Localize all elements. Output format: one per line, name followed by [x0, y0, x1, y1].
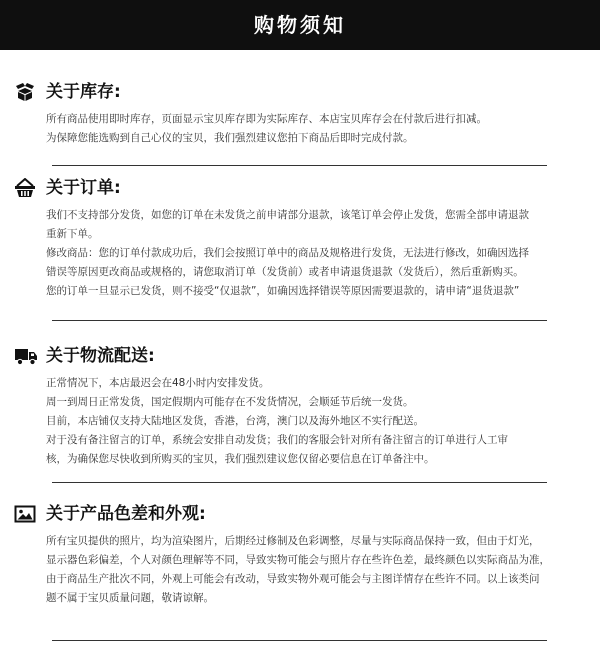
section-title: 关于产品色差和外观:	[46, 504, 206, 524]
text-line: 周一到周日正常发货，国定假期内可能存在不发货情况，会顺延节后统一发货。	[46, 396, 414, 408]
text-line: 所有宝贝提供的照片，均为渲染图片，后期经过修制及色彩调整，尽量与实际商品保持一致，但由于灯光，	[46, 535, 540, 547]
section-body	[46, 110, 566, 148]
text-line: 由于商品生产批次不同，外观上可能会有改动，导致实物外观可能会与主图详情存在些许不同。以上该类问	[46, 573, 540, 585]
text-line: 我们不支持部分发货，如您的订单在未发货之前申请部分退款，该笔订单会停止发货，您需全部申请退款	[46, 209, 529, 221]
picture-icon	[14, 504, 36, 524]
text-line: 为保障您能选购到自己心仪的宝贝，我们强烈建议您拍下商品后即时完成付款。	[46, 132, 414, 144]
text-line: 显示器色彩偏差，个人对颜色理解等不同，导致实物可能会与照片存在些许色差，最终颜色以实际商品为准，	[46, 554, 550, 566]
section-divider	[52, 165, 547, 166]
section-divider	[52, 640, 547, 641]
text-line: 您的订单一旦显示已发货，则不接受“仅退款”，如确因选择错误等原因需要退款的，请申请“退货退款”	[46, 285, 520, 297]
text-line: 正常情况下，本店最迟会在48小时内安排发货。	[46, 377, 270, 389]
delivery-truck-icon	[14, 346, 36, 366]
text-line: 修改商品：您的订单付款成功后，我们会按照订单中的商品及规格进行发货，无法进行修改，如确因选择	[46, 247, 529, 259]
section-body	[46, 206, 566, 301]
text-line: 目前，本店铺仅支持大陆地区发货，香港，台湾，澳门以及海外地区不实行配送。	[46, 415, 424, 427]
text-line: 错误等原因更改商品或规格的，请您取消订单（发货前）或者申请退货退款（发货后），然后重新购买。	[46, 266, 524, 278]
shopping-basket-icon	[14, 178, 36, 198]
section-divider	[52, 482, 547, 483]
text-line: 对于没有备注留言的订单，系统会安排自动发货；我们的客服会针对所有备注留言的订单进行人工审	[46, 434, 508, 446]
section-title: 关于物流配送:	[46, 346, 155, 366]
header-banner	[0, 0, 600, 50]
section-divider	[52, 320, 547, 321]
section-body	[46, 374, 566, 469]
section-body	[46, 532, 566, 608]
text-line: 重新下单。	[46, 228, 99, 240]
page-title: 购物须知	[254, 13, 346, 37]
text-line: 所有商品使用即时库存，页面显示宝贝库存即为实际库存、本店宝贝库存会在付款后进行扣减。	[46, 113, 487, 125]
section-title: 关于库存:	[46, 82, 121, 102]
text-line: 核，为确保您尽快收到所购买的宝贝，我们强烈建议您仅留必要信息在订单备注中。	[46, 453, 435, 465]
box-stack-icon	[14, 82, 36, 102]
section-title: 关于订单:	[46, 178, 121, 198]
text-line: 题不属于宝贝质量问题，敬请谅解。	[46, 592, 214, 604]
